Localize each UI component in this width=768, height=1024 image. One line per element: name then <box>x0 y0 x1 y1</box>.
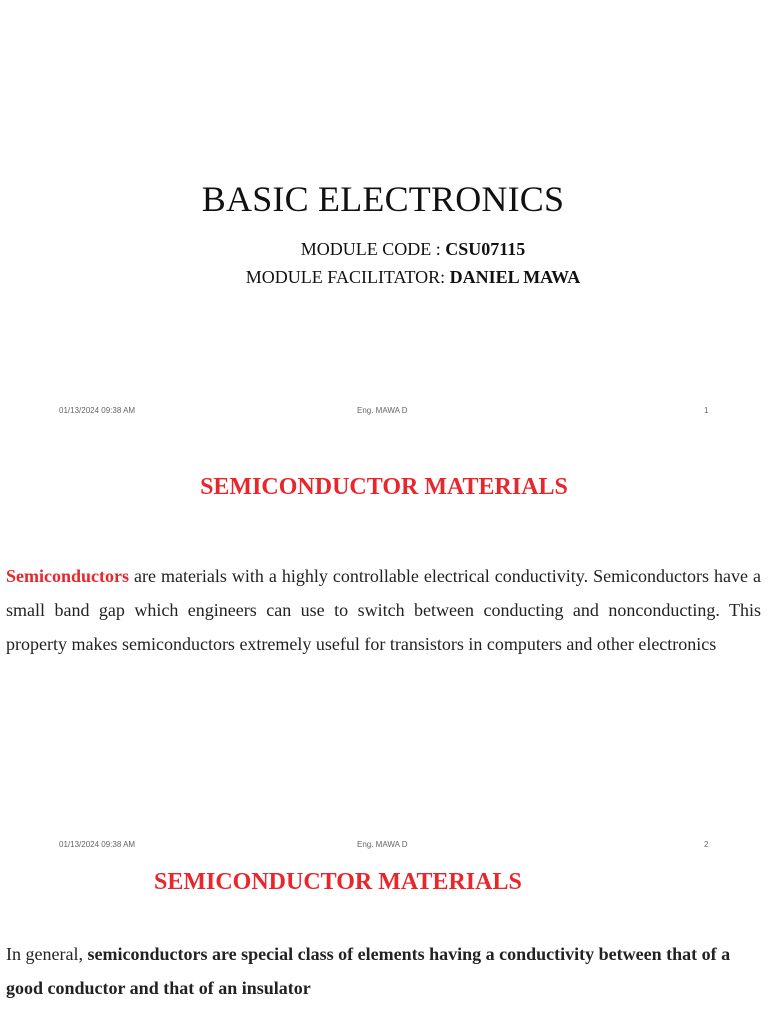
facilitator-label: MODULE FACILITATOR: <box>245 267 450 287</box>
document-title: BASIC ELECTRONICS <box>201 179 565 219</box>
footer-page-number: 2 <box>704 840 709 849</box>
module-code-label: MODULE CODE : <box>300 239 446 259</box>
definition-text: are materials with a highly controllable electrical conductivity. Semiconductors have a small band gap which engineers can use to switch between conducting and nonconducting. This property makes semiconductors extremely useful for transistors in computers and other electronics <box>6 566 761 654</box>
section-heading-1: SEMICONDUCTOR MATERIALS <box>200 474 568 500</box>
facilitator-value: DANIEL MAWA <box>449 267 581 287</box>
footer-page-number: 1 <box>704 406 709 415</box>
module-code-value: CSU07115 <box>445 239 526 259</box>
module-facilitator-line <box>0 267 768 288</box>
semiconductor-definition-paragraph <box>6 559 761 661</box>
footer-date: 01/13/2024 09:38 AM <box>59 406 136 415</box>
section-heading-2: SEMICONDUCTOR MATERIALS <box>154 869 522 895</box>
bold-definition-text: semiconductors are special class of elements having a conductivity between that of a good conductor and that of an insulator <box>6 944 731 998</box>
semiconductor-general-paragraph <box>6 937 761 1005</box>
lead-term: Semiconductors <box>6 566 129 586</box>
footer-author: Eng. MAWA D <box>357 840 408 849</box>
footer-author: Eng. MAWA D <box>357 406 408 415</box>
slide-footer-1 <box>0 406 768 418</box>
slide-footer-2 <box>0 840 768 852</box>
footer-date: 01/13/2024 09:38 AM <box>59 840 136 849</box>
intro-text: In general, <box>6 944 88 964</box>
module-code-line <box>0 239 768 260</box>
